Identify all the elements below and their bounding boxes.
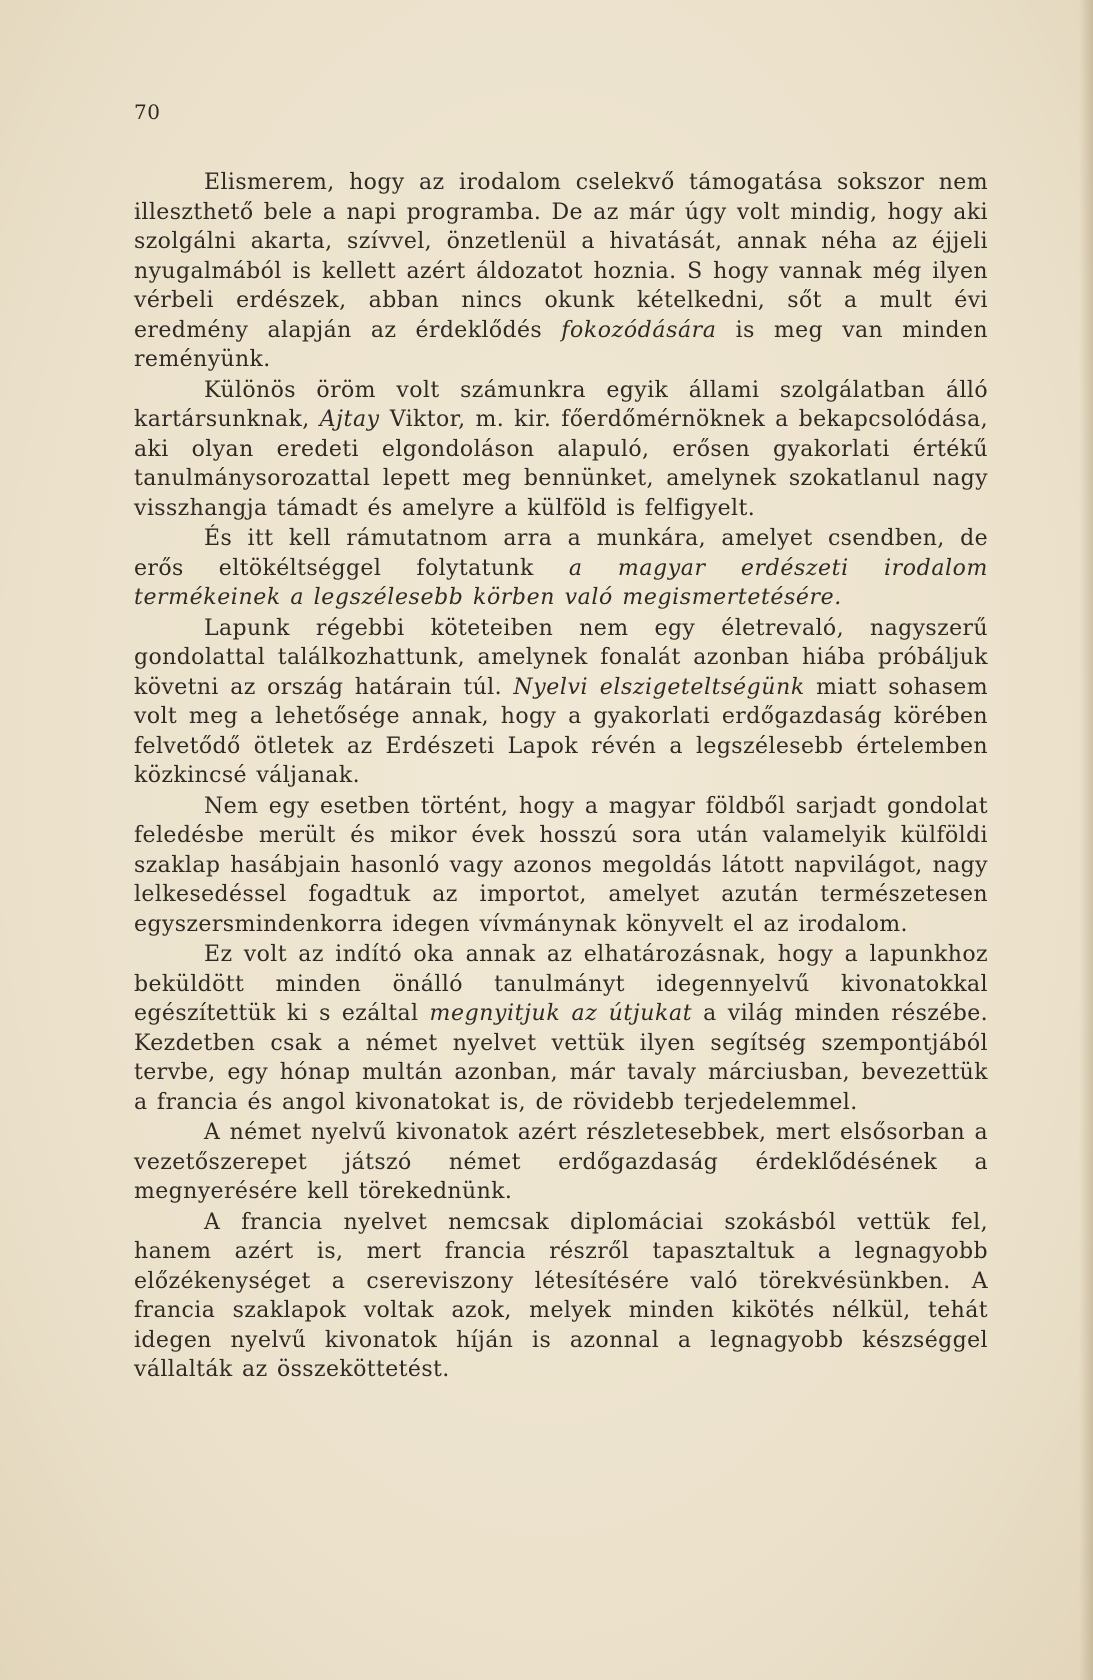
italic-run: fokozódására [561, 317, 717, 343]
page-number: 70 [134, 100, 161, 124]
text-run: Nem egy esetben történt, hogy a magyar földből sarjadt gondolat feledésbe merült és mikor évek hosszú sora után valamelyik külföldi szaklap hasábjain hasonló vagy azonos megoldás látott napvilágot, nagy lelkesedéssel fogadtuk az importot, amelyet azután természetesen egyszersmindenkorra idegen vívmánynak könyvelt el az irodalom. [134, 793, 988, 937]
text-run: Lapunk régebbi köteteiben nem egy életrevaló, nagyszerű gondolattal találkozhattunk, amelynek fonalát azonban hiába próbáljuk követni az ország határain túl. [134, 615, 988, 700]
text-run: is meg van minden reményünk. [134, 317, 988, 372]
paragraph [134, 1208, 988, 1385]
italic-run: megnyitjuk az útjukat [429, 1001, 693, 1026]
paragraph [134, 524, 988, 613]
paragraph [134, 614, 988, 791]
text-run: Különös öröm volt számunkra egyik állami szolgálatban álló kartársunknak, [134, 377, 988, 432]
page-edge-shadow [1079, 0, 1093, 1680]
text-run: Viktor, m. kir. főerdőmérnöknek a bekapcsolódása, aki olyan eredeti elgondoláson alapuló, erősen gyakorlati értékű tanulmánysorozattal lepett meg bennünket, amelynek szokatlanul nagy visszhangja támadt és amelyre a külföld is felfigyelt. [134, 407, 988, 521]
paragraph [134, 376, 988, 524]
text-run: És itt kell rámutatnom arra a munkára, amelyet csendben, de erős eltökéltséggel folytatunk [134, 526, 988, 581]
text-run: A francia nyelvet nemcsak diplomáciai szokásból vettük fel, hanem azért is, mert francia részről tapasztaltuk a legnagyobb előzékenységet a csereviszony létesítésére való törekvésünkben. A francia szaklapok voltak azok, melyek minden kikötés nélkül, tehát idegen nyelvű kivonatok híján is azonnal a legnagyobb készséggel vállalták az összeköttetést. [134, 1209, 988, 1382]
paragraph [134, 168, 988, 375]
paragraph [134, 792, 988, 940]
text-run: a világ minden részébe. Kezdetben csak a német nyelvet vettük ilyen segítség szempontjából tervbe, egy hónap multán azonban, már tavaly márciusban, bevezettük a francia és angol kivonatokat is, de rövidebb terjedelemmel. [134, 1001, 989, 1115]
text-run: Ez volt az indító oka annak az elhatározásnak, hogy a lapunkhoz beküldött minden önálló tanulmányt idegennyelvű kivonatokkal egészítettük ki s ezáltal [134, 942, 988, 1026]
text-run: miatt sohasem volt meg a lehetősége annak, hogy a gyakorlati erdőgazdaság körében felvetődő ötletek az Erdészeti Lapok révén a legszélesebb értelemben közkincsé váljanak. [134, 674, 988, 788]
paragraph [134, 1118, 988, 1207]
body-text [134, 168, 988, 1385]
text-run: A német nyelvű kivonatok azért részletesebbek, mert elsősorban a vezetőszerepet játszó német erdőgazdaság érdeklődésének a megnyerésére kell törekednünk. [134, 1120, 988, 1204]
italic-run: Ajtay [319, 407, 380, 432]
paragraph [134, 940, 988, 1117]
italic-run: Nyelvi elszigeteltségünk [513, 674, 805, 700]
text-run: Elismerem, hogy az irodalom cselekvő támogatása sokszor nem illeszthető bele a napi programba. De az már úgy volt mindig, hogy aki szolgálni akarta, szívvel, önzetlenül a hivatását, annak néha az éjjeli nyugalmából is kellett azért áldozatot hoznia. S hogy vannak még ilyen vérbeli erdészek, abban nincs okunk kételkedni, sőt a mult évi eredmény alapján az érdeklődés [134, 170, 988, 343]
italic-run: a magyar erdészeti irodalom termékeinek a legszélesebb körben való megismertetésére. [134, 555, 988, 610]
